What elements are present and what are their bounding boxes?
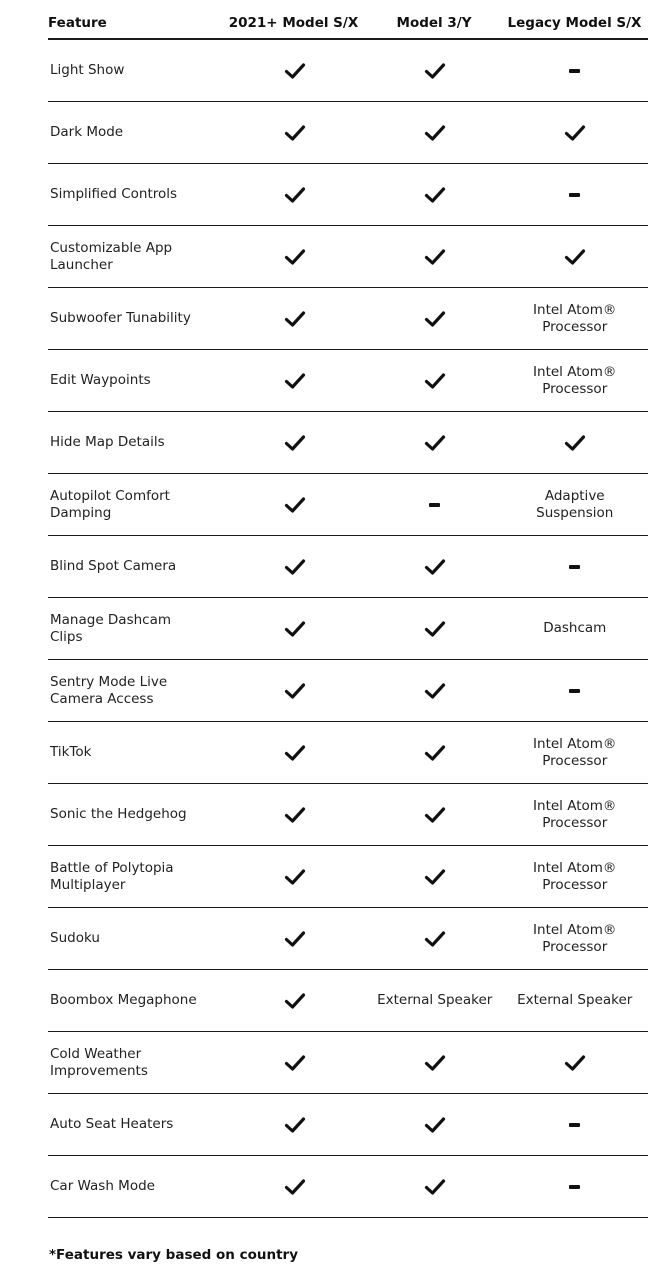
checkmark-icon <box>424 62 446 80</box>
checkmark-icon <box>284 1178 306 1196</box>
dash-icon <box>569 1123 580 1127</box>
table-row <box>48 412 648 474</box>
checkmark-icon <box>424 124 446 142</box>
checkmark-icon <box>424 558 446 576</box>
value-text: Intel Atom® Processor <box>533 797 617 831</box>
value-cell <box>368 1054 502 1072</box>
checkmark-icon <box>284 248 306 266</box>
checkmark-icon <box>424 372 446 390</box>
value-cell <box>221 496 368 514</box>
table-row <box>48 1032 648 1094</box>
value-text: External Speaker <box>517 992 633 1008</box>
feature-cell <box>48 1178 221 1195</box>
feature-name: Hide Map Details <box>50 434 165 450</box>
checkmark-icon <box>424 310 446 328</box>
table-row <box>48 536 648 598</box>
checkmark-icon <box>564 434 586 452</box>
table-row <box>48 908 648 970</box>
checkmark-icon <box>284 558 306 576</box>
feature-name: Cold Weather Improvements <box>50 1045 148 1079</box>
value-cell <box>368 806 502 824</box>
checkmark-icon <box>424 248 446 266</box>
value-cell <box>501 364 648 398</box>
value-cell <box>368 992 502 1009</box>
checkmark-icon <box>424 186 446 204</box>
value-text: Intel Atom® Processor <box>533 301 617 335</box>
value-cell <box>221 1054 368 1072</box>
value-cell <box>368 620 502 638</box>
feature-cell <box>48 860 221 894</box>
feature-cell <box>48 434 221 451</box>
value-cell <box>368 372 502 390</box>
value-cell <box>501 798 648 832</box>
checkmark-icon <box>564 248 586 266</box>
feature-name: Customizable App Launcher <box>50 239 173 273</box>
dash-icon <box>429 503 440 507</box>
value-cell <box>221 248 368 266</box>
checkmark-icon <box>424 1178 446 1196</box>
value-cell <box>221 62 368 80</box>
checkmark-icon <box>284 930 306 948</box>
value-cell <box>368 682 502 700</box>
feature-cell <box>48 124 221 141</box>
feature-name: Simplified Controls <box>50 186 178 202</box>
value-cell <box>368 868 502 886</box>
checkmark-icon <box>564 1054 586 1072</box>
value-cell <box>368 434 502 452</box>
table-row <box>48 846 648 908</box>
feature-name: Boombox Megaphone <box>50 992 197 1008</box>
value-cell <box>221 930 368 948</box>
value-cell <box>501 620 648 637</box>
table-row <box>48 102 648 164</box>
value-cell <box>221 434 368 452</box>
feature-name: Blind Spot Camera <box>50 558 177 574</box>
feature-name: Sudoku <box>50 930 100 946</box>
checkmark-icon <box>284 62 306 80</box>
feature-cell <box>48 1046 221 1080</box>
value-cell <box>501 193 648 197</box>
value-cell <box>368 124 502 142</box>
dash-icon <box>569 1185 580 1189</box>
value-cell <box>501 1185 648 1189</box>
feature-cell <box>48 62 221 79</box>
value-cell <box>501 1123 648 1127</box>
feature-cell <box>48 930 221 947</box>
checkmark-icon <box>424 682 446 700</box>
table-row <box>48 722 648 784</box>
feature-cell <box>48 488 221 522</box>
value-text: Adaptive Suspension <box>536 487 614 521</box>
value-cell <box>501 860 648 894</box>
checkmark-icon <box>284 434 306 452</box>
table-body <box>48 40 648 1218</box>
feature-name: Light Show <box>50 62 125 78</box>
feature-cell <box>48 1116 221 1133</box>
table-row <box>48 660 648 722</box>
checkmark-icon <box>284 682 306 700</box>
value-cell <box>501 488 648 522</box>
header-feature: Feature <box>48 14 107 31</box>
checkmark-icon <box>284 1054 306 1072</box>
feature-comparison-table <box>48 8 648 1218</box>
value-cell <box>501 124 648 142</box>
checkmark-icon <box>424 1054 446 1072</box>
feature-cell <box>48 310 221 327</box>
value-cell <box>368 62 502 80</box>
checkmark-icon <box>284 124 306 142</box>
table-row <box>48 1094 648 1156</box>
value-cell <box>368 930 502 948</box>
value-cell <box>221 558 368 576</box>
value-text: Intel Atom® Processor <box>533 921 617 955</box>
value-cell <box>501 248 648 266</box>
value-text: Intel Atom® Processor <box>533 859 617 893</box>
feature-name: Sonic the Hedgehog <box>50 806 187 822</box>
value-text: Intel Atom® Processor <box>533 363 617 397</box>
value-cell <box>221 1116 368 1134</box>
feature-cell <box>48 558 221 575</box>
value-cell <box>501 69 648 73</box>
value-cell <box>501 922 648 956</box>
feature-cell <box>48 744 221 761</box>
checkmark-icon <box>424 868 446 886</box>
table-header <box>48 8 648 40</box>
value-cell <box>221 1178 368 1196</box>
value-cell <box>368 248 502 266</box>
checkmark-icon <box>424 434 446 452</box>
header-2021-model-sx: 2021+ Model S/X <box>228 15 359 31</box>
value-cell <box>221 868 368 886</box>
table-row <box>48 784 648 846</box>
checkmark-icon <box>284 496 306 514</box>
value-cell <box>501 434 648 452</box>
table-row <box>48 288 648 350</box>
value-cell <box>501 302 648 336</box>
feature-name: Autopilot Comfort Damping <box>50 487 170 521</box>
table-row <box>48 226 648 288</box>
value-cell <box>501 992 648 1009</box>
checkmark-icon <box>424 1116 446 1134</box>
checkmark-icon <box>424 620 446 638</box>
value-cell <box>221 806 368 824</box>
value-cell <box>221 620 368 638</box>
feature-name: Edit Waypoints <box>50 372 151 388</box>
header-model-3y: Model 3/Y <box>396 15 472 31</box>
value-cell <box>221 744 368 762</box>
feature-name: Subwoofer Tunability <box>50 310 191 326</box>
checkmark-icon <box>284 806 306 824</box>
value-cell <box>501 736 648 770</box>
checkmark-icon <box>424 744 446 762</box>
value-cell <box>221 310 368 328</box>
checkmark-icon <box>424 930 446 948</box>
value-cell <box>368 558 502 576</box>
value-cell <box>501 565 648 569</box>
table-row <box>48 598 648 660</box>
value-text: Intel Atom® Processor <box>533 735 617 769</box>
checkmark-icon <box>284 744 306 762</box>
table-row <box>48 474 648 536</box>
dash-icon <box>569 69 580 73</box>
checkmark-icon <box>424 806 446 824</box>
value-cell <box>368 186 502 204</box>
dash-icon <box>569 193 580 197</box>
feature-cell <box>48 186 221 203</box>
value-cell <box>221 372 368 390</box>
header-legacy-model-sx: Legacy Model S/X <box>507 15 642 31</box>
value-cell <box>221 186 368 204</box>
feature-name: Auto Seat Heaters <box>50 1116 174 1132</box>
value-text: Dashcam <box>543 620 607 636</box>
feature-name: Dark Mode <box>50 124 124 140</box>
checkmark-icon <box>284 310 306 328</box>
table-row <box>48 164 648 226</box>
value-cell <box>501 1054 648 1072</box>
table-row <box>48 1156 648 1218</box>
checkmark-icon <box>284 372 306 390</box>
value-cell <box>501 689 648 693</box>
feature-name: Sentry Mode Live Camera Access <box>50 673 168 707</box>
checkmark-icon <box>284 868 306 886</box>
feature-cell <box>48 372 221 389</box>
value-text: External Speaker <box>377 992 493 1008</box>
value-cell <box>221 682 368 700</box>
dash-icon <box>569 565 580 569</box>
checkmark-icon <box>564 124 586 142</box>
table-row <box>48 970 648 1032</box>
value-cell <box>368 310 502 328</box>
table-row <box>48 350 648 412</box>
value-cell <box>221 124 368 142</box>
feature-name: TikTok <box>50 744 92 760</box>
table-row <box>48 40 648 102</box>
feature-cell <box>48 612 221 646</box>
feature-cell <box>48 240 221 274</box>
value-cell <box>368 744 502 762</box>
checkmark-icon <box>284 992 306 1010</box>
feature-cell <box>48 674 221 708</box>
value-cell <box>368 1116 502 1134</box>
dash-icon <box>569 689 580 693</box>
feature-name: Car Wash Mode <box>50 1178 155 1194</box>
value-cell <box>368 1178 502 1196</box>
checkmark-icon <box>284 1116 306 1134</box>
value-cell <box>368 503 502 507</box>
value-cell <box>221 992 368 1010</box>
checkmark-icon <box>284 620 306 638</box>
feature-cell <box>48 806 221 823</box>
checkmark-icon <box>284 186 306 204</box>
feature-name: Battle of Polytopia Multiplayer <box>50 859 174 893</box>
feature-cell <box>48 992 221 1009</box>
feature-name: Manage Dashcam Clips <box>50 611 172 645</box>
footnote: *Features vary based on country <box>49 1247 299 1263</box>
